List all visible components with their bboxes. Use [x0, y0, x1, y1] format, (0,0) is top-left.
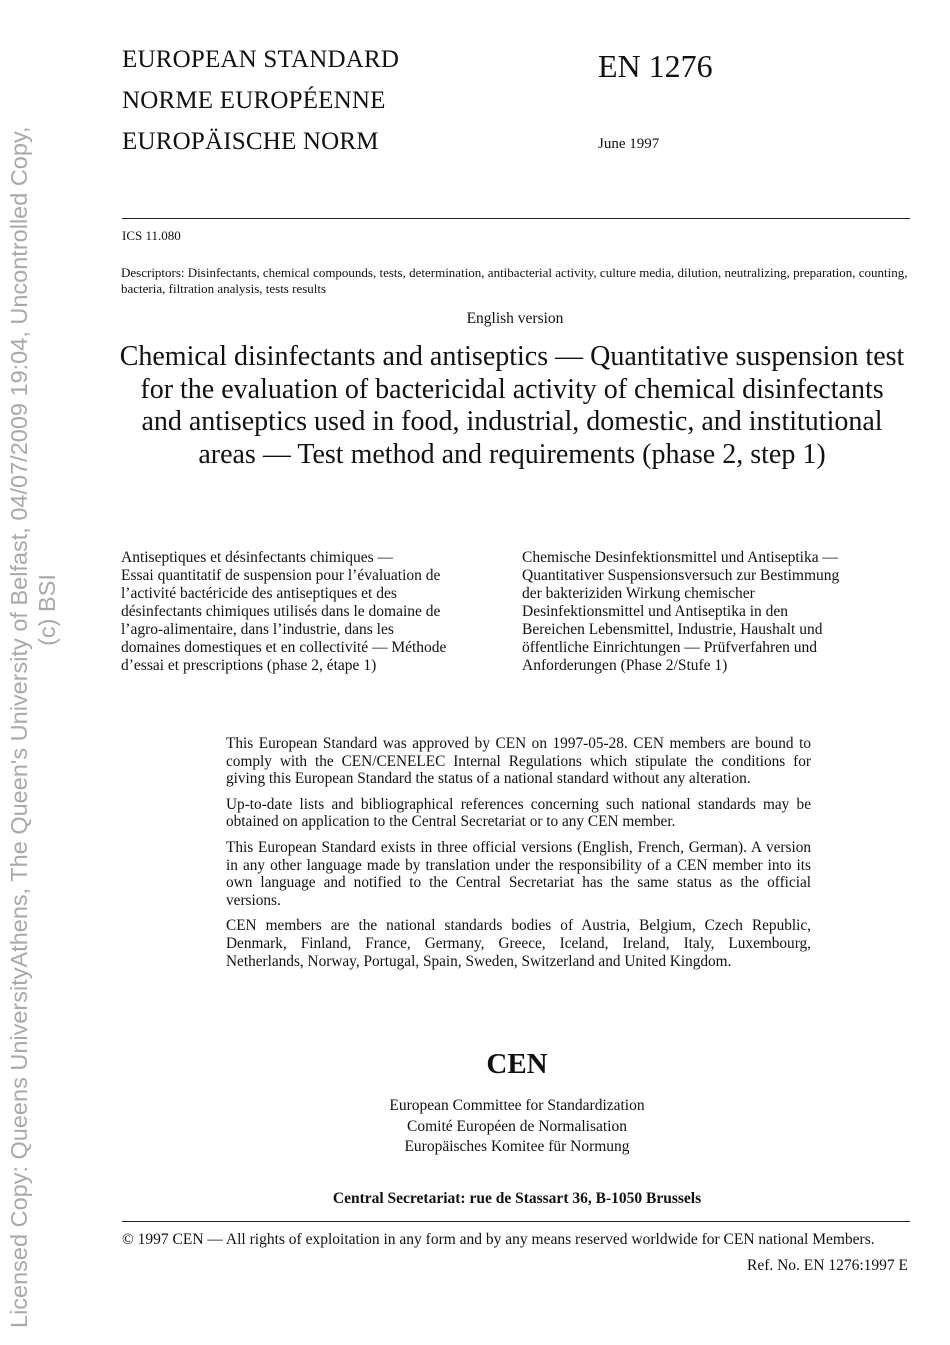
body-paragraph: CEN members are the national standards bodies of Austria, Belgium, Czech Republic, Denmark, Finland, France, Germany, Greece, Iceland, Ireland, Italy, Luxembourg, Netherlands, Norway, Portugal, Spain, Sweden, Switzerland and United Kingdom. — [226, 917, 811, 970]
document-title: Chemical disinfectants and antiseptics — Quantitative suspension test for the evaluation of bactericidal activity of chemical disinfectants and antiseptics used in food, industrial, domestic, and institutional areas — Test method and requirements (phase 2, step 1) — [119, 341, 905, 470]
cen-name-fr: Comité Européen de Normalisation — [407, 1117, 627, 1135]
standard-name-de: EUROPÄISCHE NORM — [122, 128, 379, 155]
cen-name-de: Europäisches Komitee für Normung — [404, 1138, 630, 1155]
standard-names — [122, 39, 399, 162]
german-title-line: Desinfektionsmittel und Antiseptika in den — [522, 603, 789, 620]
approval-text — [226, 735, 811, 978]
cen-names — [118, 1096, 916, 1158]
ics-code: ICS 11.080 — [122, 228, 181, 243]
cen-name-en: European Committee for Standardization — [389, 1097, 645, 1114]
german-title-line: Bereichen Lebensmittel, Industrie, Haushalt und — [522, 621, 823, 638]
body-paragraph: Up-to-date lists and bibliographical references concerning such national standards may be obtained on application to the Central Secretariat or to any CEN member. — [226, 795, 811, 831]
french-title-line: d’essai et prescriptions (phase 2, étape 1) — [121, 657, 377, 674]
french-title-line: désinfectants chimiques utilisés dans le domaine de — [121, 603, 441, 620]
body-paragraph: This European Standard was approved by CEN on 1997-05-28. CEN members are bound to comply with the CEN/CENELEC Internal Regulations which stipulate the conditions for giving this European Standard the status of a national standard without any alteration. — [226, 735, 811, 788]
reference-number: Ref. No. EN 1276:1997 E — [746, 1257, 908, 1274]
french-title — [121, 549, 511, 675]
version-label: English version — [466, 310, 564, 327]
french-title-line: l’activité bactéricide des antiseptiques et des — [121, 585, 397, 602]
cen-title: CEN — [486, 1048, 548, 1080]
standard-name-fr: NORME EUROPÉENNE — [122, 87, 386, 114]
body-paragraph: This European Standard exists in three official versions (English, French, German). A version in any other language made by translation under the responsibility of a CEN member into its own language and notified to the Central Secretariat has the same status as the official versions. — [226, 838, 811, 909]
german-title-line: Chemische Desinfektionsmittel und Antiseptika — — [522, 549, 838, 566]
descriptors: Descriptors: Disinfectants, chemical compounds, tests, determination, antibacterial activity, culture media, dilution, neutralizing, preparation, counting, bacteria, filtration analysis, tests results — [121, 265, 908, 296]
footer-rule — [122, 1221, 910, 1222]
french-title-line: Essai quantitatif de suspension pour l’évaluation de — [121, 567, 441, 584]
watermark-bsi: (c) BSI — [34, 574, 60, 646]
german-title-line: Anforderungen (Phase 2/Stufe 1) — [522, 657, 728, 674]
german-title-line: der bakteriziden Wirkung chemischer — [522, 585, 755, 602]
french-title-line: l’agro-alimentaire, dans l’industrie, dans les — [121, 621, 394, 638]
central-secretariat: Central Secretariat: rue de Stassart 36, B-1050 Brussels — [332, 1190, 702, 1207]
french-title-line: Antiseptiques et désinfectants chimiques — — [121, 549, 394, 566]
german-title-line: öffentliche Einrichtungen — Prüfverfahren und — [522, 639, 817, 656]
german-title-line: Quantitativer Suspensionsversuch zur Bestimmung — [522, 567, 840, 584]
header-rule — [122, 218, 910, 219]
french-title-line: domaines domestiques et en collectivité — Méthode — [121, 639, 447, 656]
watermark-license: Licensed Copy: Queens UniversityAthens, The Queen's University of Belfast, 04/07/2009 19:04, Uncontrolled Copy, — [6, 126, 32, 1328]
copyright-notice: © 1997 CEN — All rights of exploitation in any form and by any means reserved worldwide for CEN national Members. — [122, 1231, 875, 1248]
publication-date: June 1997 — [598, 136, 660, 152]
standard-number: EN 1276 — [598, 48, 713, 84]
standard-name-en: EUROPEAN STANDARD — [122, 46, 400, 73]
german-title — [522, 549, 912, 675]
